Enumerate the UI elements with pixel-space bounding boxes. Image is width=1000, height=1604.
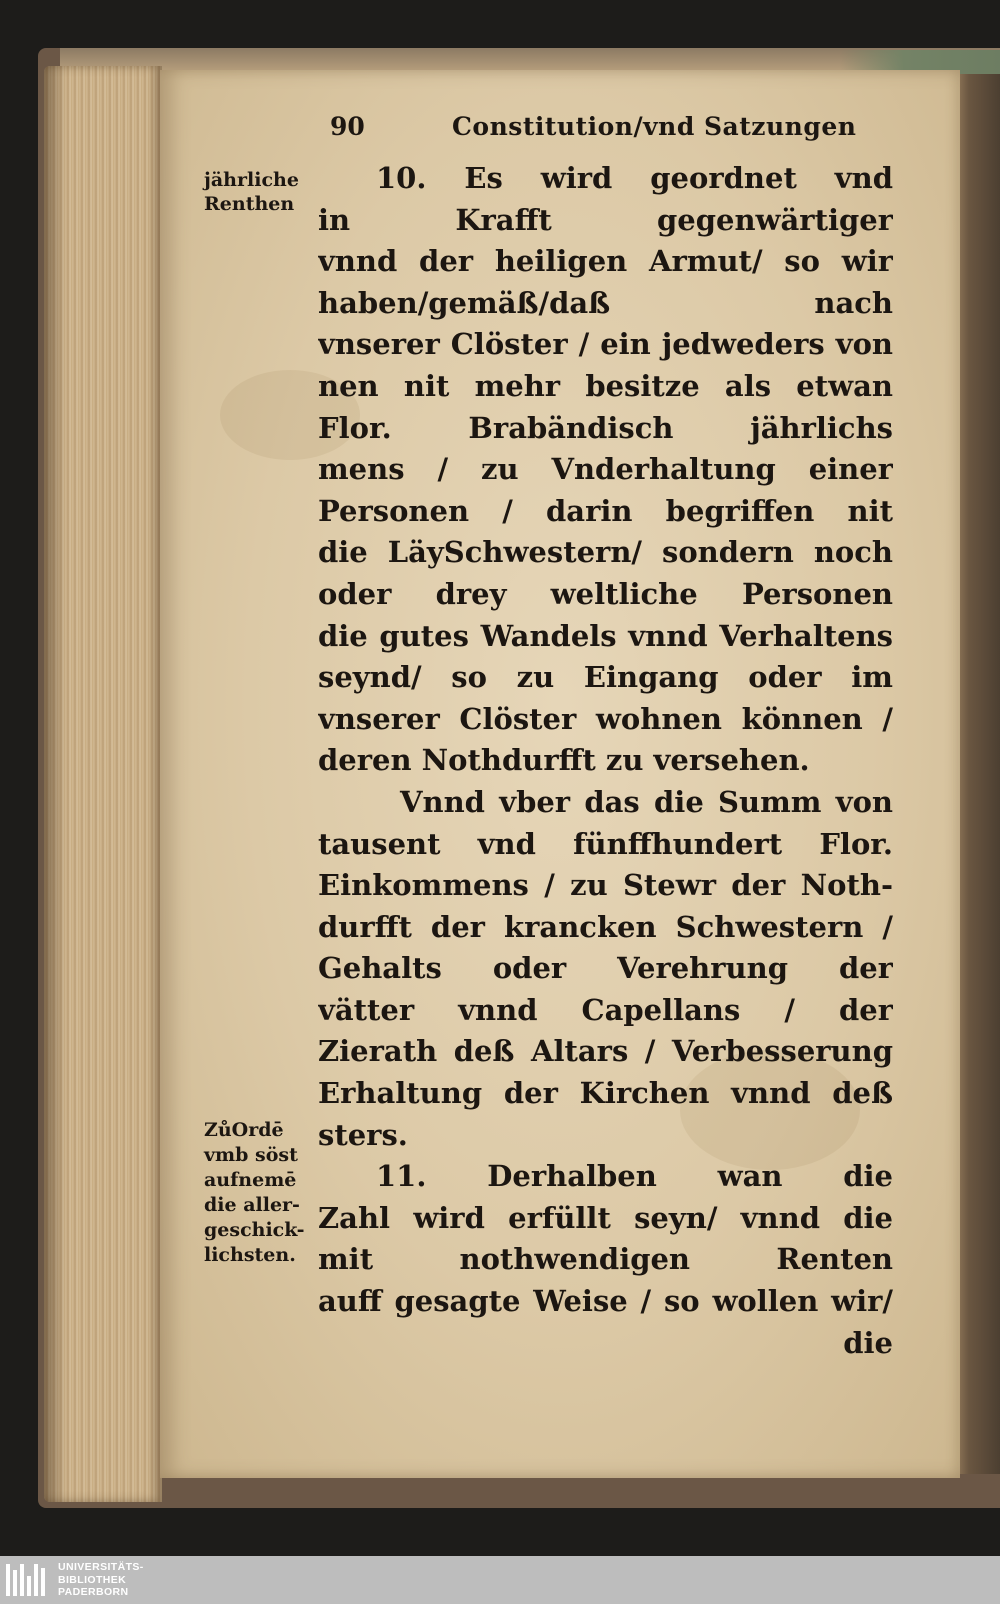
text-line: oder drey weltliche Personen: [318, 576, 893, 611]
text-line: Einkommens / zu Stewr der Noth-: [318, 868, 893, 903]
margin-note-annual-rents: [204, 168, 322, 216]
page-text: [160, 70, 960, 1478]
library-footer: [0, 1556, 1000, 1604]
text-line: die gutes Wandels vnnd Verhaltens: [318, 618, 893, 653]
running-title: Constitution/vnd Satzungen: [452, 112, 857, 141]
text-line: auff gesagte Weise / so wollen wir/: [318, 1284, 893, 1319]
text-line: in Krafft gegenwärtiger: [318, 202, 893, 237]
library-name-line: PADERBORN: [58, 1586, 129, 1598]
library-name-line: BIBLIOTHEK: [58, 1573, 127, 1586]
margin-note-line: jährliche: [204, 169, 299, 191]
text-line: Personen / darin begriffen nit: [318, 493, 893, 528]
text-line: durfft der krancken Schwestern /: [318, 909, 893, 944]
text-line: Vnnd vber das die Summ von: [400, 784, 893, 819]
catchword: die: [843, 1325, 893, 1360]
text-line: deren Nothdurfft zu versehen.: [318, 743, 810, 778]
text-line: 11. Derhalben wan die: [376, 1159, 893, 1194]
text-line: Flor. Brabändisch jährlichs: [318, 410, 893, 445]
text-line: die LäySchwestern/ sondern noch: [318, 535, 893, 570]
text-line: tausent vnd fünffhundert Flor.: [318, 826, 893, 861]
body-text: [318, 158, 893, 1364]
text-line: vätter vnnd Capellans / der: [318, 992, 893, 1027]
margin-note-line: ZůOrdē: [204, 1119, 284, 1141]
library-name-line: UNIVERSITÄTS-: [58, 1561, 144, 1573]
text-line: Erhaltung der Kirchen vnnd deß: [318, 1076, 893, 1111]
book-page: [160, 70, 960, 1478]
text-line: sters.: [318, 1117, 408, 1152]
text-line: 10. Es wird geordnet vnd: [376, 161, 893, 195]
text-line: haben/gemäß/daß nach: [318, 285, 893, 320]
text-line: Zahl wird erfüllt seyn/ vnnd die: [318, 1200, 893, 1235]
text-line: vnserer Clöster wohnen können /: [318, 701, 893, 736]
margin-note-line: aufnemē: [204, 1169, 297, 1191]
page-stack-shadow: [44, 66, 66, 1502]
margin-note-admission: [204, 1118, 322, 1268]
library-name: [58, 1561, 144, 1599]
text-line: nen nit mehr besitze als etwan: [318, 368, 893, 403]
text-line: Zierath deß Altars / Verbesserung: [318, 1034, 893, 1069]
margin-note-line: lichsten.: [204, 1244, 296, 1266]
text-line: seynd/ so zu Eingang oder im: [318, 660, 893, 695]
text-line: Gehalts oder Verehrung der: [318, 951, 893, 986]
margin-note-line: Renthen: [204, 193, 295, 215]
running-head: [160, 112, 960, 146]
library-logo-icon: [6, 1564, 46, 1596]
margin-note-line: geschick-: [204, 1219, 305, 1241]
text-line: vnserer Clöster / ein jedweders von: [318, 327, 893, 362]
margin-note-line: die aller-: [204, 1194, 300, 1216]
text-line: mens / zu Vnderhaltung einer: [318, 452, 893, 487]
text-line: vnnd der heiligen Armut/ so wir: [318, 244, 893, 279]
text-line: mit nothwendigen Renten: [318, 1242, 893, 1277]
margin-note-line: vmb söst: [204, 1144, 298, 1166]
page-number: 90: [330, 112, 365, 141]
